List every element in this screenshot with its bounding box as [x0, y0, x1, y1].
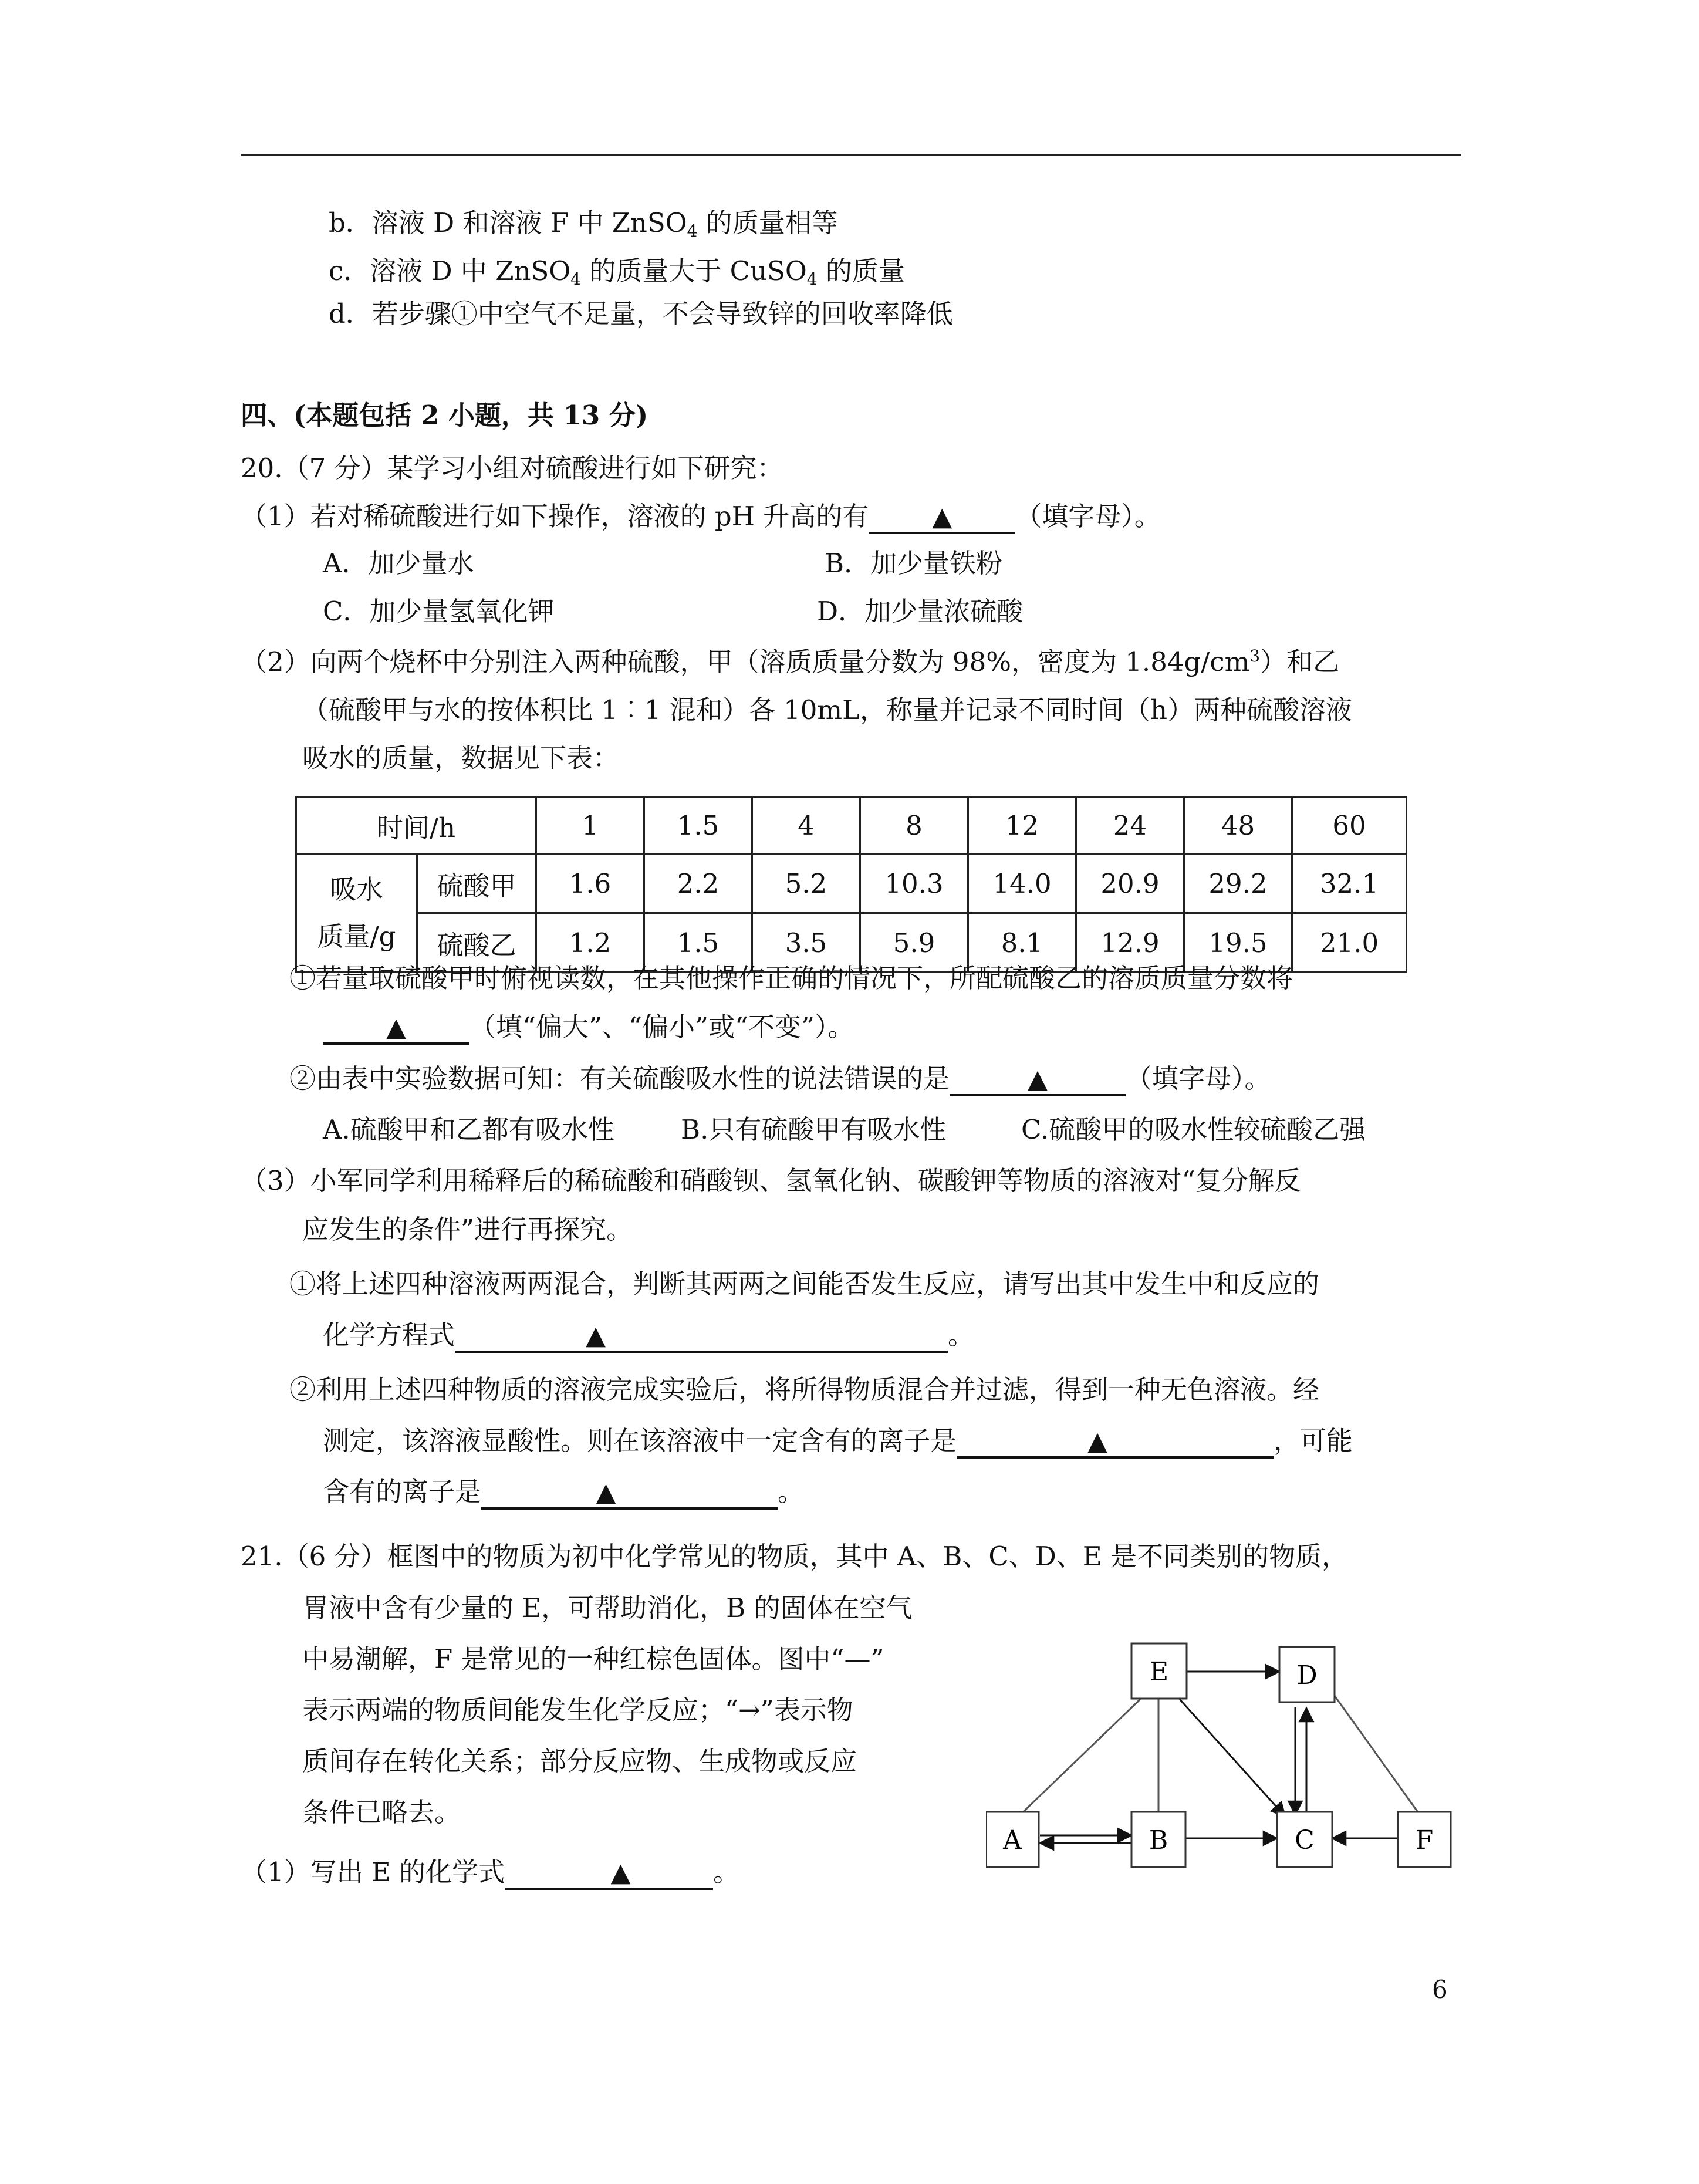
q21-stem: 21.（6 分）框图中的物质为初中化学常见的物质，其中 A、B、C、D、E 是不同类别的物质， — [241, 1541, 1349, 1572]
svg-text:C: C — [1295, 1825, 1315, 1855]
answer-blank — [481, 1477, 778, 1510]
q20-p3-sub2-line2: 测定，该溶液显酸性。则在该溶液中一定含有的离子是 ▲ ，可能 — [323, 1423, 1353, 1459]
time-cell: 1.5 — [644, 797, 752, 854]
node-b — [1131, 1812, 1185, 1867]
row-group-header: 吸水 质量/g — [296, 854, 417, 973]
value-cell: 1.6 — [536, 854, 644, 913]
value-cell: 12.9 — [1076, 913, 1184, 973]
answer-blank — [957, 1426, 1274, 1459]
q21-part1: （1）写出 E 的化学式 ▲ 。 — [241, 1855, 739, 1890]
header-rule — [241, 154, 1461, 156]
node-d — [1279, 1647, 1335, 1702]
triangle-mark: ▲ — [932, 502, 952, 532]
svg-text:D: D — [1296, 1660, 1318, 1690]
triangle-mark: ▲ — [386, 1012, 406, 1042]
q20-sub1-line1: ①若量取硫酸甲时俯视读数，在其他操作正确的情况下，所配硫酸乙的溶质质量分数将 — [289, 963, 1293, 994]
link-e-a — [1015, 1699, 1140, 1820]
value-cell: 1.2 — [536, 913, 644, 973]
value-cell: 5.2 — [752, 854, 860, 913]
q20-s2-option-a: A.硫酸甲和乙都有吸水性 — [323, 1114, 614, 1145]
time-cell: 12 — [968, 797, 1076, 854]
q20-part1: （1）若对稀硫酸进行如下操作，溶液的 pH 升高的有 ▲ （填字母）。 — [241, 499, 1161, 534]
node-a — [986, 1812, 1039, 1867]
q20-p3-sub2-line3: 含有的离子是 ▲ 。 — [323, 1474, 804, 1510]
q20-part3-line1: （3）小军同学利用稀释后的稀硫酸和硝酸钡、氢氧化钠、碳酸钾等物质的溶液对“复分解反 — [241, 1165, 1301, 1196]
time-header: 时间/h — [296, 797, 536, 854]
q20-p3-sub2-line1: ②利用上述四种物质的溶液完成实验后，将所得物质混合并过滤，得到一种无色溶液。经 — [289, 1374, 1320, 1405]
q20-part2-line1: （2）向两个烧杯中分别注入两种硫酸，甲（溶质质量分数为 98%，密度为 $1.84g/cm^3$）和乙 — [241, 646, 1340, 677]
q20-p1-option-c: C．加少量氢氧化钾 — [323, 596, 555, 627]
value-cell: 5.9 — [860, 913, 968, 973]
svg-text:F: F — [1415, 1825, 1434, 1855]
q20-sub2: ②由表中实验数据可知：有关硫酸吸水性的说法错误的是 ▲ （填字母）。 — [289, 1061, 1271, 1096]
q21-desc-line: 中易潮解，F 是常见的一种红棕色固体。图中“—” — [302, 1643, 884, 1675]
value-cell: 20.9 — [1076, 854, 1184, 913]
row-name: 硫酸甲 — [417, 854, 536, 913]
q19-option-c: c．溶液 D 中 ZnSO$_4$ 的质量大于 CuSO$_4$ 的质量 — [329, 255, 905, 289]
value-cell: 21.0 — [1292, 913, 1407, 973]
triangle-mark: ▲ — [1087, 1426, 1107, 1456]
section-title: 四、(本题包括 2 小题，共 13 分) — [241, 400, 648, 431]
node-f — [1398, 1812, 1451, 1867]
q20-s2-option-c: C.硫酸甲的吸水性较硫酸乙强 — [1021, 1114, 1366, 1145]
time-cell: 48 — [1184, 797, 1292, 854]
svg-text:A: A — [1003, 1825, 1022, 1855]
time-cell: 8 — [860, 797, 968, 854]
q20-p3-sub1-line2: 化学方程式 ▲ 。 — [323, 1318, 974, 1353]
triangle-mark: ▲ — [596, 1477, 616, 1507]
time-cell: 24 — [1076, 797, 1184, 854]
q21-desc-line: 质间存在转化关系；部分反应物、生成物或反应 — [302, 1746, 857, 1777]
q20-s2-option-b: B.只有硫酸甲有吸水性 — [681, 1114, 947, 1145]
value-cell: 1.5 — [644, 913, 752, 973]
triangle-mark: ▲ — [586, 1321, 606, 1351]
svg-text:B: B — [1149, 1825, 1168, 1855]
q20-p1-option-a: A．加少量水 — [323, 548, 474, 579]
q20-part3-line2: 应发生的条件”进行再探究。 — [302, 1214, 633, 1245]
row-name: 硫酸乙 — [417, 913, 536, 973]
absorption-table — [295, 796, 1407, 973]
q20-p3-sub1-line1: ①将上述四种溶液两两混合，判断其两两之间能否发生反应，请写出其中发生中和反应的 — [289, 1268, 1320, 1299]
q21-desc-line: 胃液中含有少量的 E，可帮助消化，B 的固体在空气 — [302, 1592, 913, 1623]
node-c — [1277, 1812, 1332, 1867]
page-number: 6 — [1432, 1975, 1448, 2004]
q20-p1-option-b: B．加少量铁粉 — [825, 548, 1003, 579]
q21-desc-line: 条件已略去。 — [302, 1797, 461, 1828]
q20-p1-option-d: D．加少量浓硫酸 — [817, 596, 1024, 627]
triangle-mark: ▲ — [610, 1858, 631, 1888]
arrow-e-c — [1180, 1699, 1285, 1817]
q20-part2-line2: （硫酸甲与水的按体积比 1︰1 混和）各 10mL，称量并记录不同时间（h）两种硫酸溶液 — [302, 694, 1352, 725]
time-cell: 1 — [536, 797, 644, 854]
value-cell: 19.5 — [1184, 913, 1292, 973]
svg-text:E: E — [1149, 1657, 1169, 1687]
q21-desc-line: 表示两端的物质间能发生化学反应；“→”表示物 — [302, 1694, 853, 1726]
value-cell: 10.3 — [860, 854, 968, 913]
value-cell: 14.0 — [968, 854, 1076, 913]
answer-blank — [323, 1012, 469, 1045]
answer-blank — [950, 1064, 1126, 1096]
node-e — [1131, 1643, 1187, 1699]
value-cell: 2.2 — [644, 854, 752, 913]
table-header-row — [296, 797, 1407, 854]
q19-option-d: d．若步骤①中空气不足量，不会导致锌的回收率降低 — [329, 298, 953, 329]
q20-stem: 20.（7 分）某学习小组对硫酸进行如下研究： — [241, 453, 783, 484]
answer-blank — [869, 501, 1015, 534]
relationship-diagram — [986, 1638, 1485, 1884]
table-row — [296, 854, 1407, 913]
time-cell: 60 — [1292, 797, 1407, 854]
q20-sub1-line2: ▲ （填“偏大”、“偏小”或“不变”）。 — [323, 1010, 854, 1045]
value-cell: 3.5 — [752, 913, 860, 973]
value-cell: 29.2 — [1184, 854, 1292, 913]
answer-blank — [455, 1320, 948, 1353]
answer-blank — [505, 1857, 713, 1890]
q20-part2-line3: 吸水的质量，数据见下表： — [302, 742, 620, 774]
time-cell: 4 — [752, 797, 860, 854]
triangle-mark: ▲ — [1028, 1064, 1048, 1094]
link-d-f — [1329, 1687, 1423, 1820]
q19-option-b: b．溶液 D 和溶液 F 中 ZnSO$_4$ 的质量相等 — [329, 207, 838, 241]
value-cell: 8.1 — [968, 913, 1076, 973]
value-cell: 32.1 — [1292, 854, 1407, 913]
